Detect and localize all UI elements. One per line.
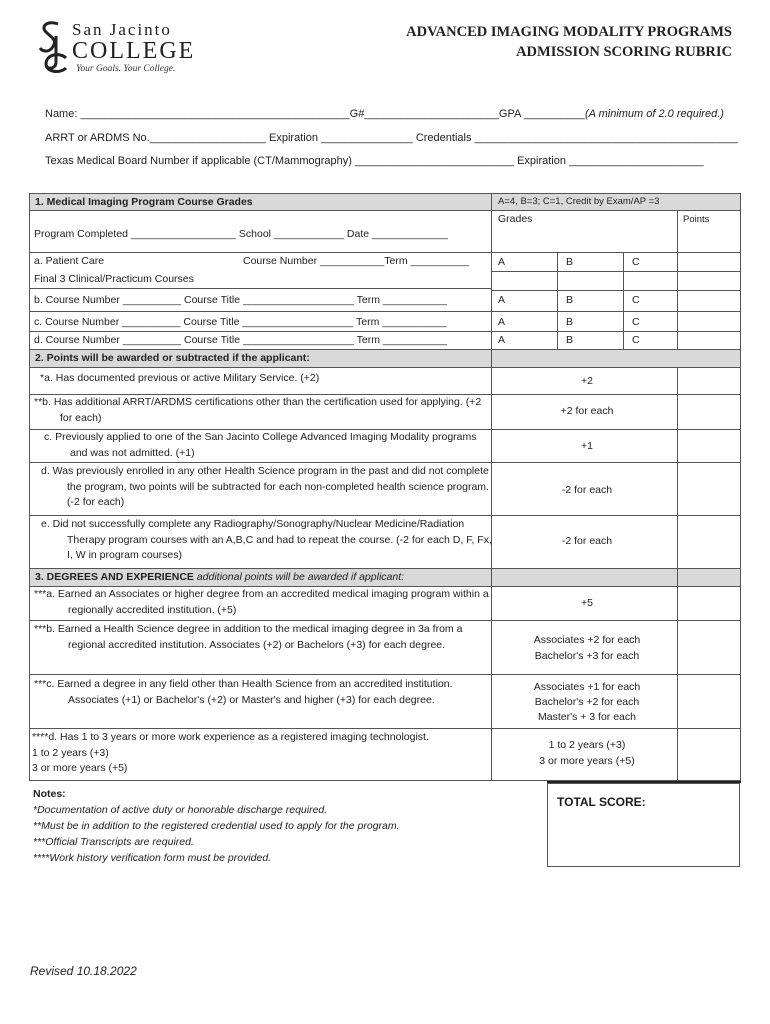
arrt-line[interactable]: ARRT or ARDMS No.___________________ Expiration _______________ Credentials ___________________________________________ xyxy=(45,132,738,144)
section2-heading: 2. Points will be awarded or subtracted if the applicant: xyxy=(30,350,491,367)
grade-a-course-b[interactable]: A xyxy=(498,294,506,306)
grade-c-course-d[interactable]: C xyxy=(632,334,640,346)
sec2-c-points: +1 xyxy=(581,440,593,452)
program-completed-line[interactable]: Program Completed __________________ School ____________ Date _____________ xyxy=(34,228,448,240)
sec2-c-text: c. Previously applied to one of the San Jacinto College Advanced Imaging Modality programs and was not admitted. (+1) xyxy=(44,431,477,459)
sec3-d-text xyxy=(32,730,488,777)
name-line[interactable] xyxy=(45,108,724,120)
notes-block xyxy=(33,786,400,866)
title-line-2: ADMISSION SCORING RUBRIC xyxy=(516,44,732,60)
sec3-d-line2: 1 to 2 years (+3) xyxy=(32,746,109,759)
grades-label: Grades xyxy=(498,213,533,225)
final3-label: Final 3 Clinical/Practicum Courses xyxy=(34,273,194,285)
grade-c-course-c[interactable]: C xyxy=(632,316,640,328)
sec3-b-points-associates: Associates +2 for each xyxy=(533,634,641,646)
grade-key: A=4, B=3; C=1, Credit by Exam/AP =3 xyxy=(492,194,740,211)
sec3-a-text: ***a. Earned an Associates or higher degree from an accredited medical imaging program within a regionally accredited institution. (+5) xyxy=(34,588,489,616)
points-label: Points xyxy=(683,214,710,225)
grade-c-patient-care[interactable]: C xyxy=(632,256,640,268)
note-2: **Must be in addition to the registered credential used to apply for the program. xyxy=(33,820,400,832)
note-3: ***Official Transcripts are required. xyxy=(33,836,194,848)
note-4: ****Work history verification form must be provided. xyxy=(33,852,272,864)
section3-heading-note: additional points will be awarded if applicant: xyxy=(196,571,405,583)
sec2-d-text: d. Was previously enrolled in any other Health Science program in the past and did not complete the program, two points will be subtracted for each non-completed health science program. (-2 for each) xyxy=(41,465,489,508)
notes-heading: Notes: xyxy=(33,788,66,800)
sec2-b-points: +2 for each xyxy=(560,405,614,417)
logo-tagline: Your Goals. Your College. xyxy=(76,64,176,74)
sec3-b-text: ***b. Earned a Health Science degree in addition to the medical imaging degree in 3a from a regional accredited institution. Associates (+2) or Bachelors (+3) for each degree. xyxy=(34,623,463,651)
sec3-d-line3: 3 or more years (+5) xyxy=(32,762,128,774)
grade-c-course-b[interactable]: C xyxy=(632,294,640,306)
course-row-b[interactable]: b. Course Number __________ Course Title ___________________ Term ___________ xyxy=(34,294,448,306)
grade-a-course-c[interactable]: A xyxy=(498,316,506,328)
sjc-monogram-icon xyxy=(36,18,70,74)
grade-a-course-d[interactable]: A xyxy=(498,334,506,346)
total-score-label: TOTAL SCORE: xyxy=(557,795,646,809)
sec3-a-points: +5 xyxy=(581,597,593,609)
logo-san-jacinto: San Jacinto xyxy=(72,20,172,39)
sec3-d-points-1-2: 1 to 2 years (+3) xyxy=(548,739,626,751)
section3-heading: 3. DEGREES AND EXPERIENCE xyxy=(35,571,194,583)
grade-b-course-b[interactable]: B xyxy=(566,294,574,306)
sec3-d-line1: ****d. Has 1 to 3 years or more work experience as a registered imaging technologist. xyxy=(32,731,429,743)
patient-care-label: a. Patient Care xyxy=(34,255,105,267)
sec3-c-text: ***c. Earned a degree in any field other than Health Science from an accredited institution. Associates (+1) or Bachelor's (+2) or Master's and higher (+3) for each degree. xyxy=(34,678,453,706)
grade-b-patient-care[interactable]: B xyxy=(566,256,574,268)
revision-date: Revised 10.18.2022 xyxy=(30,964,137,978)
college-logo xyxy=(36,18,216,80)
patient-care-course[interactable]: Course Number ___________Term __________ xyxy=(243,255,469,267)
sec2-a-text: *a. Has documented previous or active Military Service. (+2) xyxy=(40,372,320,384)
grade-b-course-c[interactable]: B xyxy=(566,316,574,328)
tmb-line[interactable]: Texas Medical Board Number if applicable (CT/Mammography) __________________________ Expiration ______________________ xyxy=(45,155,704,167)
sec2-e-text: e. Did not successfully complete any Radiography/Sonography/Nuclear Medicine/Radiation Therapy program courses with an A,B,C and had to repeat the course. (-2 for each D, F, Fx, I, W in program courses) xyxy=(41,518,492,561)
name-gnumber-gpa-fields[interactable]: Name: ____________________________________________G#______________________GPA __________ xyxy=(45,108,585,120)
sec3-c-points-associates: Associates +1 for each xyxy=(533,681,641,693)
sec3-b-points-bachelors: Bachelor's +3 for each xyxy=(534,650,640,662)
sec3-d-points-3plus: 3 or more years (+5) xyxy=(539,755,635,767)
sec2-d-points: -2 for each xyxy=(561,484,613,496)
logo-college: COLLEGE xyxy=(72,38,196,64)
sec2-a-points: +2 xyxy=(581,375,593,387)
grade-b-course-d[interactable]: B xyxy=(566,334,574,346)
sec3-c-points-bachelors: Bachelor's +2 for each xyxy=(534,696,640,708)
section3-heading-row xyxy=(30,569,491,586)
sec3-c-points-masters: Master's + 3 for each xyxy=(537,711,636,723)
gpa-note: (A minimum of 2.0 required.) xyxy=(584,108,724,120)
note-1: *Documentation of active duty or honorable discharge required. xyxy=(33,804,328,816)
page-title xyxy=(406,22,732,62)
total-score-box[interactable] xyxy=(547,783,740,867)
title-line-1: ADVANCED IMAGING MODALITY PROGRAMS xyxy=(406,24,732,40)
sec2-b-text: **b. Has additional ARRT/ARDMS certifications other than the certification used for applying. (+2 for each) xyxy=(34,396,482,424)
grade-a-patient-care[interactable]: A xyxy=(498,256,506,268)
course-row-d[interactable]: d. Course Number __________ Course Title ___________________ Term ___________ xyxy=(34,334,448,346)
course-row-c[interactable]: c. Course Number __________ Course Title ___________________ Term ___________ xyxy=(34,316,447,328)
sec2-e-points: -2 for each xyxy=(561,535,613,547)
section1-heading: 1. Medical Imaging Program Course Grades xyxy=(30,194,491,211)
